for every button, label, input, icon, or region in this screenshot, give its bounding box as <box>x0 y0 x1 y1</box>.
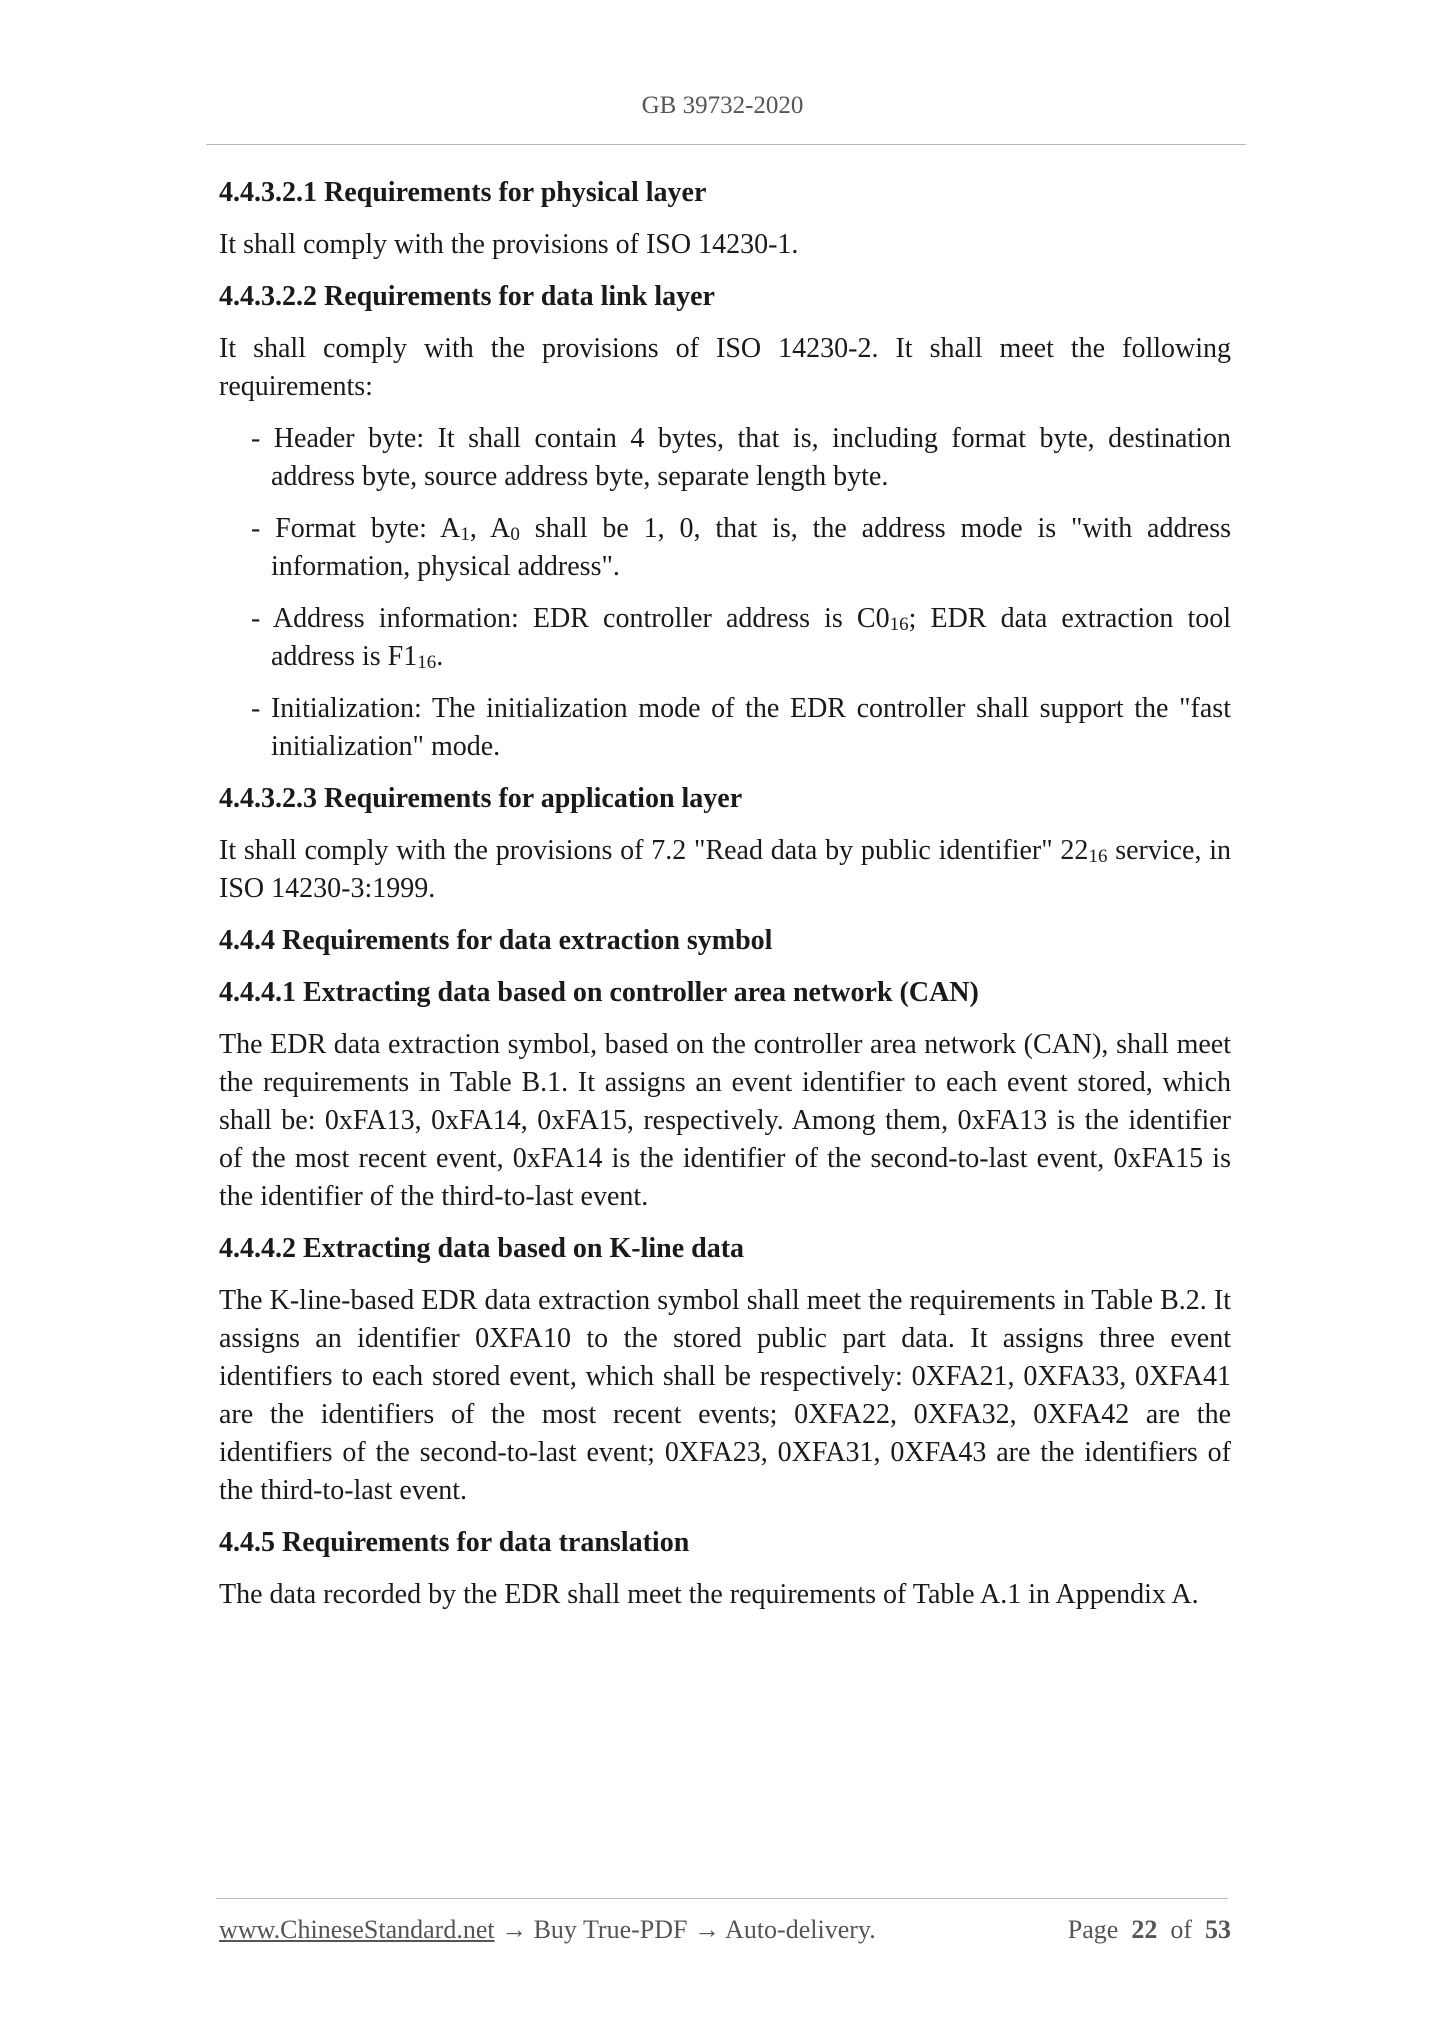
document-body <box>219 174 1231 1614</box>
paragraph-application-layer: It shall comply with the provisions of 7.2 "Read data by public identifier" $22_{16}$ service, in ISO 14230-3:1999. <box>219 835 1232 904</box>
paragraph-data-link-layer: It shall comply with the provisions of ISO 14230-2. It shall meet the following requirements: <box>219 333 1231 402</box>
header-divider <box>206 144 1246 145</box>
heading-4-4-4-1: 4.4.4.1 Extracting data based on controller area network (CAN) <box>219 977 979 1008</box>
footer-divider <box>216 1898 1228 1899</box>
heading-4-4-4-2: 4.4.4.2 Extracting data based on K-line data <box>219 1233 745 1264</box>
list-item-address-info: - Address information: EDR controller address is $C0_{16}$; EDR data extraction tool address is $F1_{16}$. <box>251 603 1232 673</box>
paragraph-data-translation: The data recorded by the EDR shall meet the requirements of Table A.1 in Appendix A. <box>219 1579 1199 1610</box>
list-item-header-byte: - Header byte: It shall contain 4 bytes, that is, including format byte, destination address byte, source address byte, separate length byte. <box>251 423 1231 492</box>
heading-4-4-4: 4.4.4 Requirements for data extraction symbol <box>219 925 773 956</box>
page-footer <box>219 1915 1231 1945</box>
footer-promo: www.ChineseStandard.net → Buy True-PDF → Auto-delivery. <box>219 1915 876 1944</box>
page-indicator: Page 22 of 53 <box>1067 1915 1231 1944</box>
paragraph-physical-layer: It shall comply with the provisions of ISO 14230-1. <box>219 229 799 260</box>
website-link[interactable]: www.ChineseStandard.net <box>219 1915 495 1944</box>
page-header: GB 39732-2020 <box>641 92 804 119</box>
paragraph-can-extraction: The EDR data extraction symbol, based on the controller area network (CAN), shall meet the requirements in Table B.1. It assigns an event identifier to each event stored, which shall be: 0xFA13, 0xFA14, 0xFA15, respectively. Among them, 0xFA13 is the identifier of the most recent event, 0xFA14 is the identifier of the second-to-last event, 0xFA15 is the identifier of the third-to-last event. <box>219 1029 1231 1212</box>
heading-4-4-3-2-1: 4.4.3.2.1 Requirements for physical layer <box>219 177 707 208</box>
heading-4-4-3-2-3: 4.4.3.2.3 Requirements for application layer <box>219 783 743 814</box>
heading-4-4-3-2-2: 4.4.3.2.2 Requirements for data link layer <box>219 281 715 312</box>
heading-4-4-5: 4.4.5 Requirements for data translation <box>219 1527 690 1558</box>
list-item-format-byte: - Format byte: $A_1$, $A_0$ shall be 1, 0, that is, the address mode is "with address information, physical address". <box>251 513 1232 582</box>
list-item-initialization: - Initialization: The initialization mode of the EDR controller shall support the "fast initialization" mode. <box>251 693 1231 762</box>
paragraph-kline-extraction: The K-line-based EDR data extraction symbol shall meet the requirements in Table B.2. It assigns an identifier 0XFA10 to the stored public part data. It assigns three event identifiers to each stored event, which shall be respectively: 0XFA21, 0XFA33, 0XFA41 are the identifiers of the most recent events; 0XFA22, 0XFA32, 0XFA42 are the identifiers of the second-to-last event; 0XFA23, 0XFA31, 0XFA43 are the identifiers of the third-to-last event. <box>219 1285 1231 1506</box>
